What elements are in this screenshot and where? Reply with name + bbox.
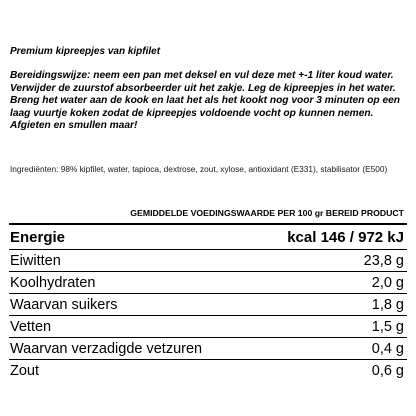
preparation-instructions: Bereidingswijze: neem een pan met deksel en vul deze met +-1 liter koud water. Verwijder de zuurstof absorbeerder uit het zakje. Leg de kipreepjes in het water. Breng het water aan de kook en laat het als het kookt nog voor 3 minuten op een laag vuurtje koken zodat de kipreepjes voldoende vocht op kunnen nemen. Afgieten en smullen maar! xyxy=(10,70,401,131)
product-title: Premium kipreepjes van kipfilet xyxy=(10,46,161,57)
nutrition-value: 1,5 g xyxy=(371,318,404,335)
nutrition-label: Vetten xyxy=(10,318,52,335)
nutrition-row-sugars xyxy=(9,294,407,316)
ingredients-list: Ingrediënten: 98% kipfilet, water, tapioca, dextrose, zout, xylose, antioxidant (E331), stabilisator (E500) xyxy=(10,164,388,174)
nutrition-value: kcal 146 / 972 kJ xyxy=(287,228,404,246)
nutrition-value: 2,0 g xyxy=(371,274,404,291)
nutrition-row-energy xyxy=(9,225,407,250)
nutrition-label: Waarvan verzadigde vetzuren xyxy=(10,340,203,357)
nutrition-label: Zout xyxy=(10,362,40,379)
nutrition-value: 23,8 g xyxy=(363,252,404,269)
nutrition-row-protein xyxy=(9,250,407,272)
nutrition-row-saturated-fats xyxy=(9,338,407,360)
nutrition-label: Energie xyxy=(10,228,66,246)
nutrition-label: Waarvan suikers xyxy=(10,296,118,313)
nutrition-row-carbohydrates xyxy=(9,272,407,294)
nutrition-row-salt xyxy=(9,360,407,381)
nutrition-caption: GEMIDDELDE VOEDINGSWAARDE PER 100 gr BEREID PRODUCT xyxy=(130,208,404,218)
nutrition-value: 0,6 g xyxy=(371,362,404,379)
nutrition-value: 1,8 g xyxy=(371,296,404,313)
nutrition-label: Koolhydraten xyxy=(10,274,96,291)
nutrition-label: Eiwitten xyxy=(10,252,61,269)
nutrition-table xyxy=(9,223,407,381)
nutrition-row-fats xyxy=(9,316,407,338)
nutrition-value: 0,4 g xyxy=(371,340,404,357)
